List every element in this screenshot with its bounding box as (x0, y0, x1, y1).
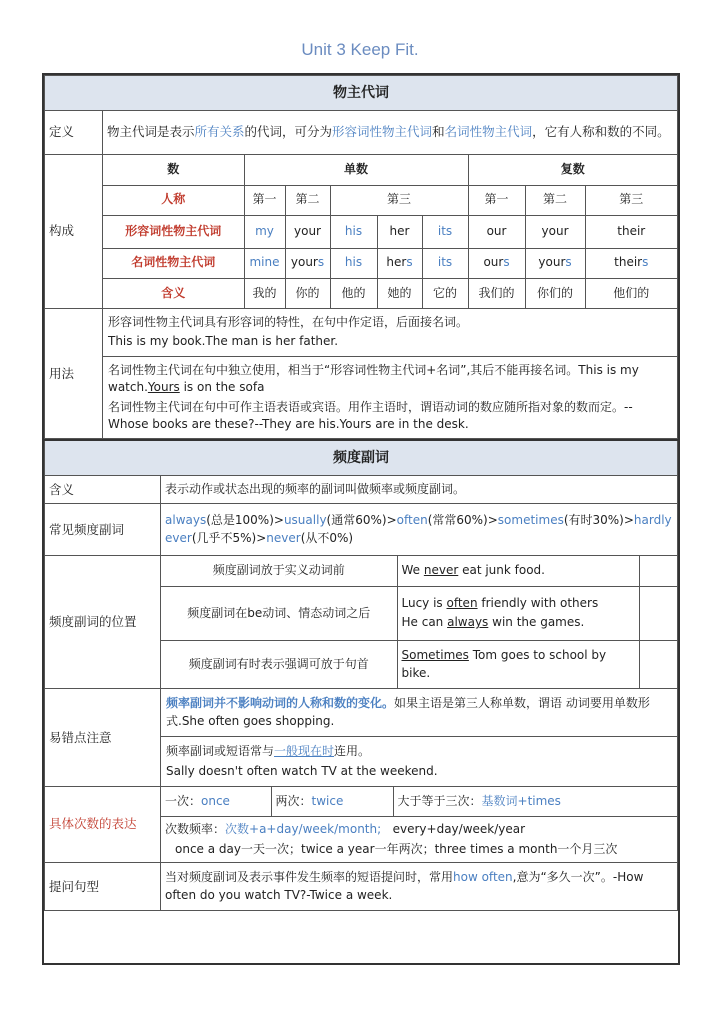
blank-cell (639, 556, 677, 586)
meaning-label: 含义 (103, 278, 244, 308)
first-plural: 第一 (468, 185, 525, 215)
adj-pronoun: our (468, 215, 525, 248)
usage-line-2: This is my book.The man is her father. (108, 334, 339, 349)
composition-label: 构成 (45, 155, 103, 309)
pronoun-meaning: 它的 (422, 278, 468, 308)
noun-pronoun: yours (525, 248, 585, 278)
common-adverbs-label: 常见频度副词 (45, 504, 161, 556)
adj-pronoun: my (244, 215, 285, 248)
plural-header: 复数 (468, 155, 677, 185)
blank-cell (639, 640, 677, 688)
noun-pronoun: its (422, 248, 468, 278)
adj-pronoun: their (585, 215, 677, 248)
adverb-meaning-text: 表示动作或状态出现的频率的副词叫做频率或频度副词。 (161, 476, 678, 504)
pronoun-meaning: 你的 (285, 278, 330, 308)
second-singular: 第二 (285, 185, 330, 215)
adverb-meaning-label: 含义 (45, 476, 161, 504)
position-cell (161, 556, 678, 689)
noun-pronoun: ours (468, 248, 525, 278)
adj-pronoun: your (285, 215, 330, 248)
noun-pronoun: theirs (585, 248, 677, 278)
twice-cell: 两次：twice (271, 787, 393, 817)
third-plural: 第三 (585, 185, 677, 215)
adj-pronoun: her (377, 215, 422, 248)
mistakes-label: 易错点注意 (45, 689, 161, 787)
pronoun-meaning: 你们的 (525, 278, 585, 308)
pronoun-meaning: 他的 (330, 278, 377, 308)
position-rule-2: 频度副词在be动词、情态动词之后 (161, 586, 397, 640)
noun-pronoun-label: 名词性物主代词 (103, 248, 244, 278)
mistakes-cell (161, 689, 678, 787)
second-plural: 第二 (525, 185, 585, 215)
usage-cell (103, 309, 678, 439)
adj-pronoun-label: 形容词性物主代词 (103, 215, 244, 248)
definition-text: 物主代词是表示所有关系的代词，可分为形容词性物主代词和名词性物主代词，它有人称和数的不同。 (103, 111, 678, 155)
person-label: 人称 (103, 185, 244, 215)
first-singular: 第一 (244, 185, 285, 215)
pronoun-meaning: 我的 (244, 278, 285, 308)
position-subtable (161, 556, 677, 688)
mistake-example: Sally doesn't often watch TV at the weekend. (166, 763, 438, 778)
singular-header: 单数 (244, 155, 468, 185)
blank-cell (639, 586, 677, 640)
freq-cell: 次数频率：次数+a+day/week/month; every+day/week/year once a day一天一次；twice a year一年两次；three times a month一个月三次 (161, 817, 677, 862)
position-example-2: Lucy is often friendly with others He can always win the games. (397, 586, 639, 640)
third-singular: 第三 (330, 185, 468, 215)
question-label: 提问句型 (45, 863, 161, 911)
position-label: 频度副词的位置 (45, 556, 161, 689)
num-header: 数 (103, 155, 244, 185)
usage-line-4: 名词性物主代词在句中可作主语表语或宾语。用作主语时，谓语动词的数应随所指对象的数而定。--Whose books are these?--They are his.Yours are in the desk. (108, 399, 633, 431)
position-example-3: Sometimes Tom goes to school by bike. (397, 640, 639, 688)
mistake-note-1: 频率副词并不影响动词的人称和数的变化。如果主语是第三人称单数，谓语 动词要用单数形式.She often goes shopping. (166, 696, 650, 728)
frequency-adverb-table (44, 439, 678, 911)
times-subtable (161, 787, 677, 862)
page-title: Unit 3 Keep Fit. (301, 40, 419, 59)
pronoun-meaning: 她的 (377, 278, 422, 308)
question-text: 当对频度副词及表示事件发生频率的短语提问时，常用how often,意为“多久一次”。-How often do you watch TV?-Twice a week. (161, 863, 678, 911)
position-example-1: We never eat junk food. (397, 556, 639, 586)
position-rule-3: 频度副词有时表示强调可放于句首 (161, 640, 397, 688)
adj-pronoun: its (422, 215, 468, 248)
definition-label: 定义 (45, 111, 103, 155)
noun-pronoun: hers (377, 248, 422, 278)
mistake-note-2: 频率副词或短语常与一般现在时连用。 (166, 744, 371, 759)
noun-pronoun: yours (285, 248, 330, 278)
usage-line-1: 形容词性物主代词具有形容词的特性，在句中作定语，后面接名词。 (108, 315, 469, 329)
possessive-pronoun-table (44, 75, 678, 439)
section1-header: 物主代词 (45, 76, 678, 111)
usage-line-3: 名词性物主代词在句中独立使用，相当于“形容词性物主代词+名词”,其后不能再接名词。This is my watch.Yours is on the sofa (108, 362, 639, 395)
composition-cell (103, 155, 678, 309)
common-adverbs-text: always(总是100%)>usually(通常60%)>often(常常60%)>sometimes(有时30%)>hardly ever(几乎不5%)>never(从不0%) (161, 504, 678, 556)
composition-subtable (103, 155, 677, 308)
section2-header: 频度副词 (45, 440, 678, 476)
worksheet-frame (42, 73, 680, 965)
adj-pronoun: your (525, 215, 585, 248)
once-cell: 一次：once (161, 787, 271, 817)
times-label: 具体次数的表达 (45, 786, 161, 862)
noun-pronoun: his (330, 248, 377, 278)
times-examples: once a day一天一次；twice a year一年两次；three times a month一个月三次 (175, 841, 618, 856)
adj-pronoun: his (330, 215, 377, 248)
usage-label: 用法 (45, 309, 103, 439)
pronoun-meaning: 我们的 (468, 278, 525, 308)
position-rule-1: 频度副词放于实义动词前 (161, 556, 397, 586)
times-cell (161, 786, 678, 862)
three-times-cell: 大于等于三次：基数词+times (393, 787, 677, 817)
pronoun-meaning: 他们的 (585, 278, 677, 308)
noun-pronoun: mine (244, 248, 285, 278)
